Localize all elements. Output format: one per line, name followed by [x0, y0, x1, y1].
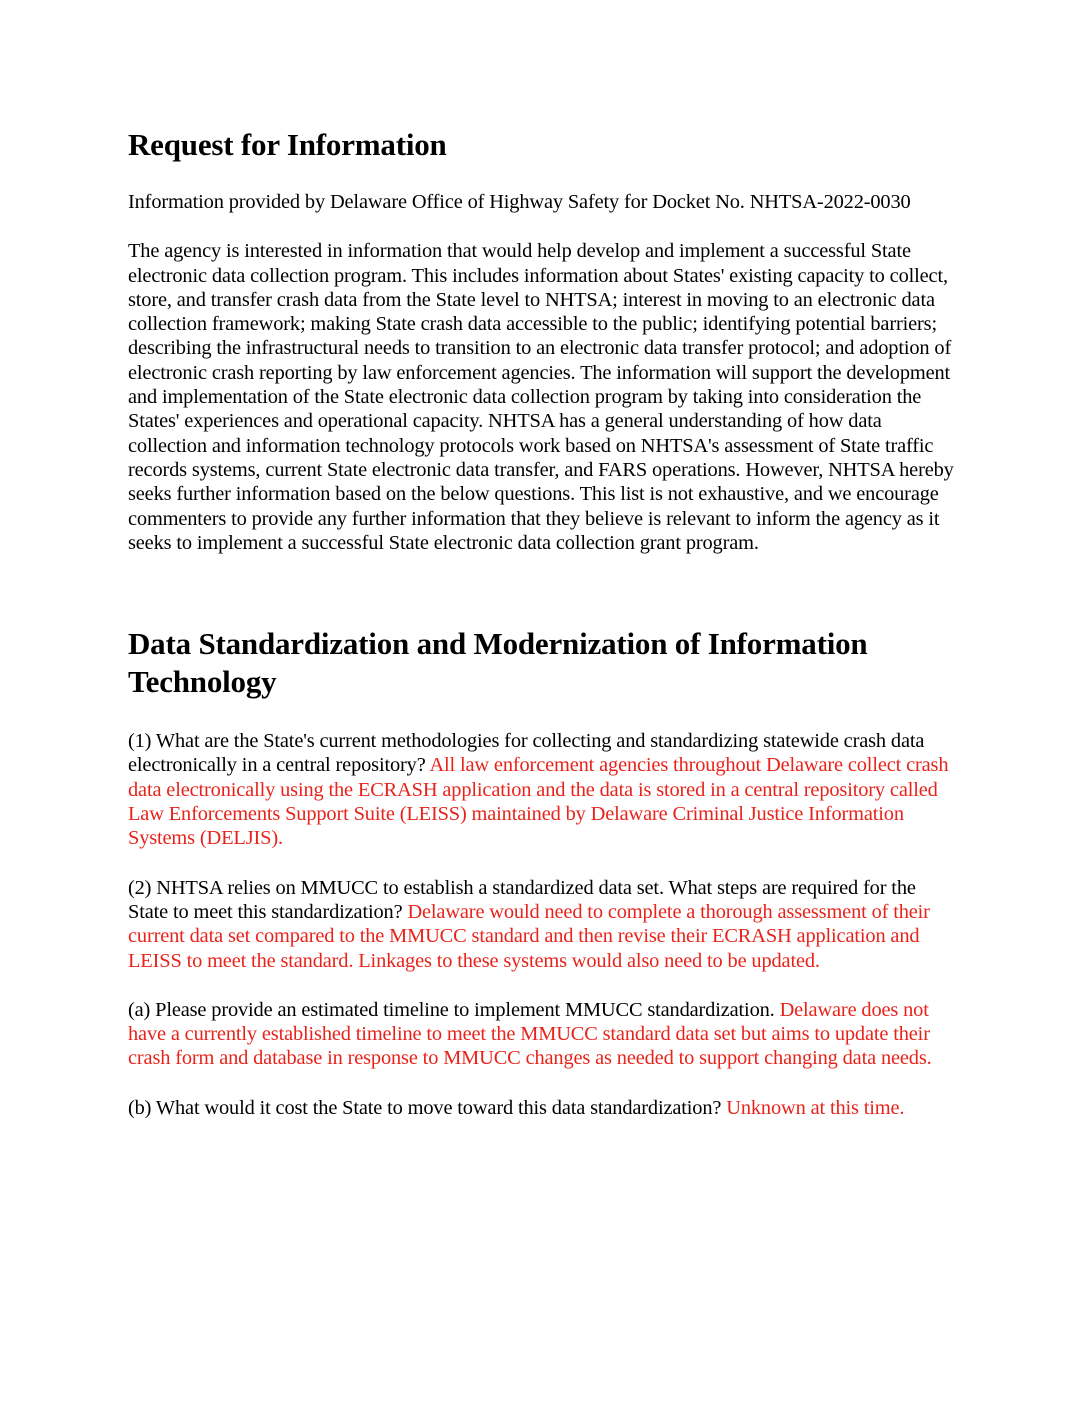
- answer-text: Delaware does not have a currently established timeline to meet the MMUCC standard data set but aims to update their crash form and database in response to MMUCC changes as needed to support changing data needs.: [128, 998, 932, 1070]
- intro-paragraph: The agency is interested in information that would help develop and implement a successful State electronic data collection program. This includes information about States' existing capacity to collect, store, and transfer crash data from the State level to NHTSA; interest in moving to an electronic data collection framework; making State crash data accessible to the public; identifying potential barriers; describing the infrastructural needs to transition to an electronic data transfer protocol; and adoption of electronic crash reporting by law enforcement agencies. The information will support the development and implementation of the State electronic data collection program by taking into consideration the States' experiences and operational capacity. NHTSA has a general understanding of how data collection and information technology protocols work based on NHTSA's assessment of State traffic records systems, current State electronic data transfer, and FARS operations. However, NHTSA hereby seeks further information based on the below questions. This list is not exhaustive, and we encourage commenters to provide any further information that they believe is relevant to inform the agency as it seeks to implement a successful State electronic data collection grant program.: [128, 240, 954, 554]
- question-item-2: [128, 876, 958, 973]
- answer-text: All law enforcement agencies throughout Delaware collect crash data electronically using the ECRASH application and the data is stored in a central repository called Law Enforcements Support Suite (LEISS) maintained by Delaware Criminal Justice Information Systems (DELJIS).: [128, 754, 949, 850]
- question-text: (b) What would it cost the State to move toward this data standardization?: [128, 1096, 722, 1119]
- docket-subtitle: Information provided by Delaware Office of Highway Safety for Docket No. NHTSA-2022-0030: [128, 191, 911, 213]
- section-heading: Data Standardization and Modernization of Information Technology: [128, 626, 868, 700]
- answer-text: Delaware would need to complete a thorough assessment of their current data set compared to the MMUCC standard and then revise their ECRASH application and LEISS to meet the standard. Linkages to these systems would also need to be updated.: [128, 900, 930, 972]
- question-item-1: [128, 729, 958, 850]
- page-title: Request for Information: [128, 127, 447, 162]
- answer-text: Unknown at this time.: [726, 1096, 905, 1119]
- question-item-a: [128, 998, 958, 1071]
- question-text: (2) NHTSA relies on MMUCC to establish a standardized data set. What steps are required for the State to meet this standardization?: [128, 876, 916, 923]
- question-item-b: [128, 1096, 958, 1120]
- question-text: (a) Please provide an estimated timeline to implement MMUCC standardization.: [128, 998, 775, 1021]
- document-page: [128, 126, 958, 1145]
- question-text: (1) What are the State's current methodologies for collecting and standardizing statewide crash data electronically in a central repository?: [128, 730, 925, 777]
